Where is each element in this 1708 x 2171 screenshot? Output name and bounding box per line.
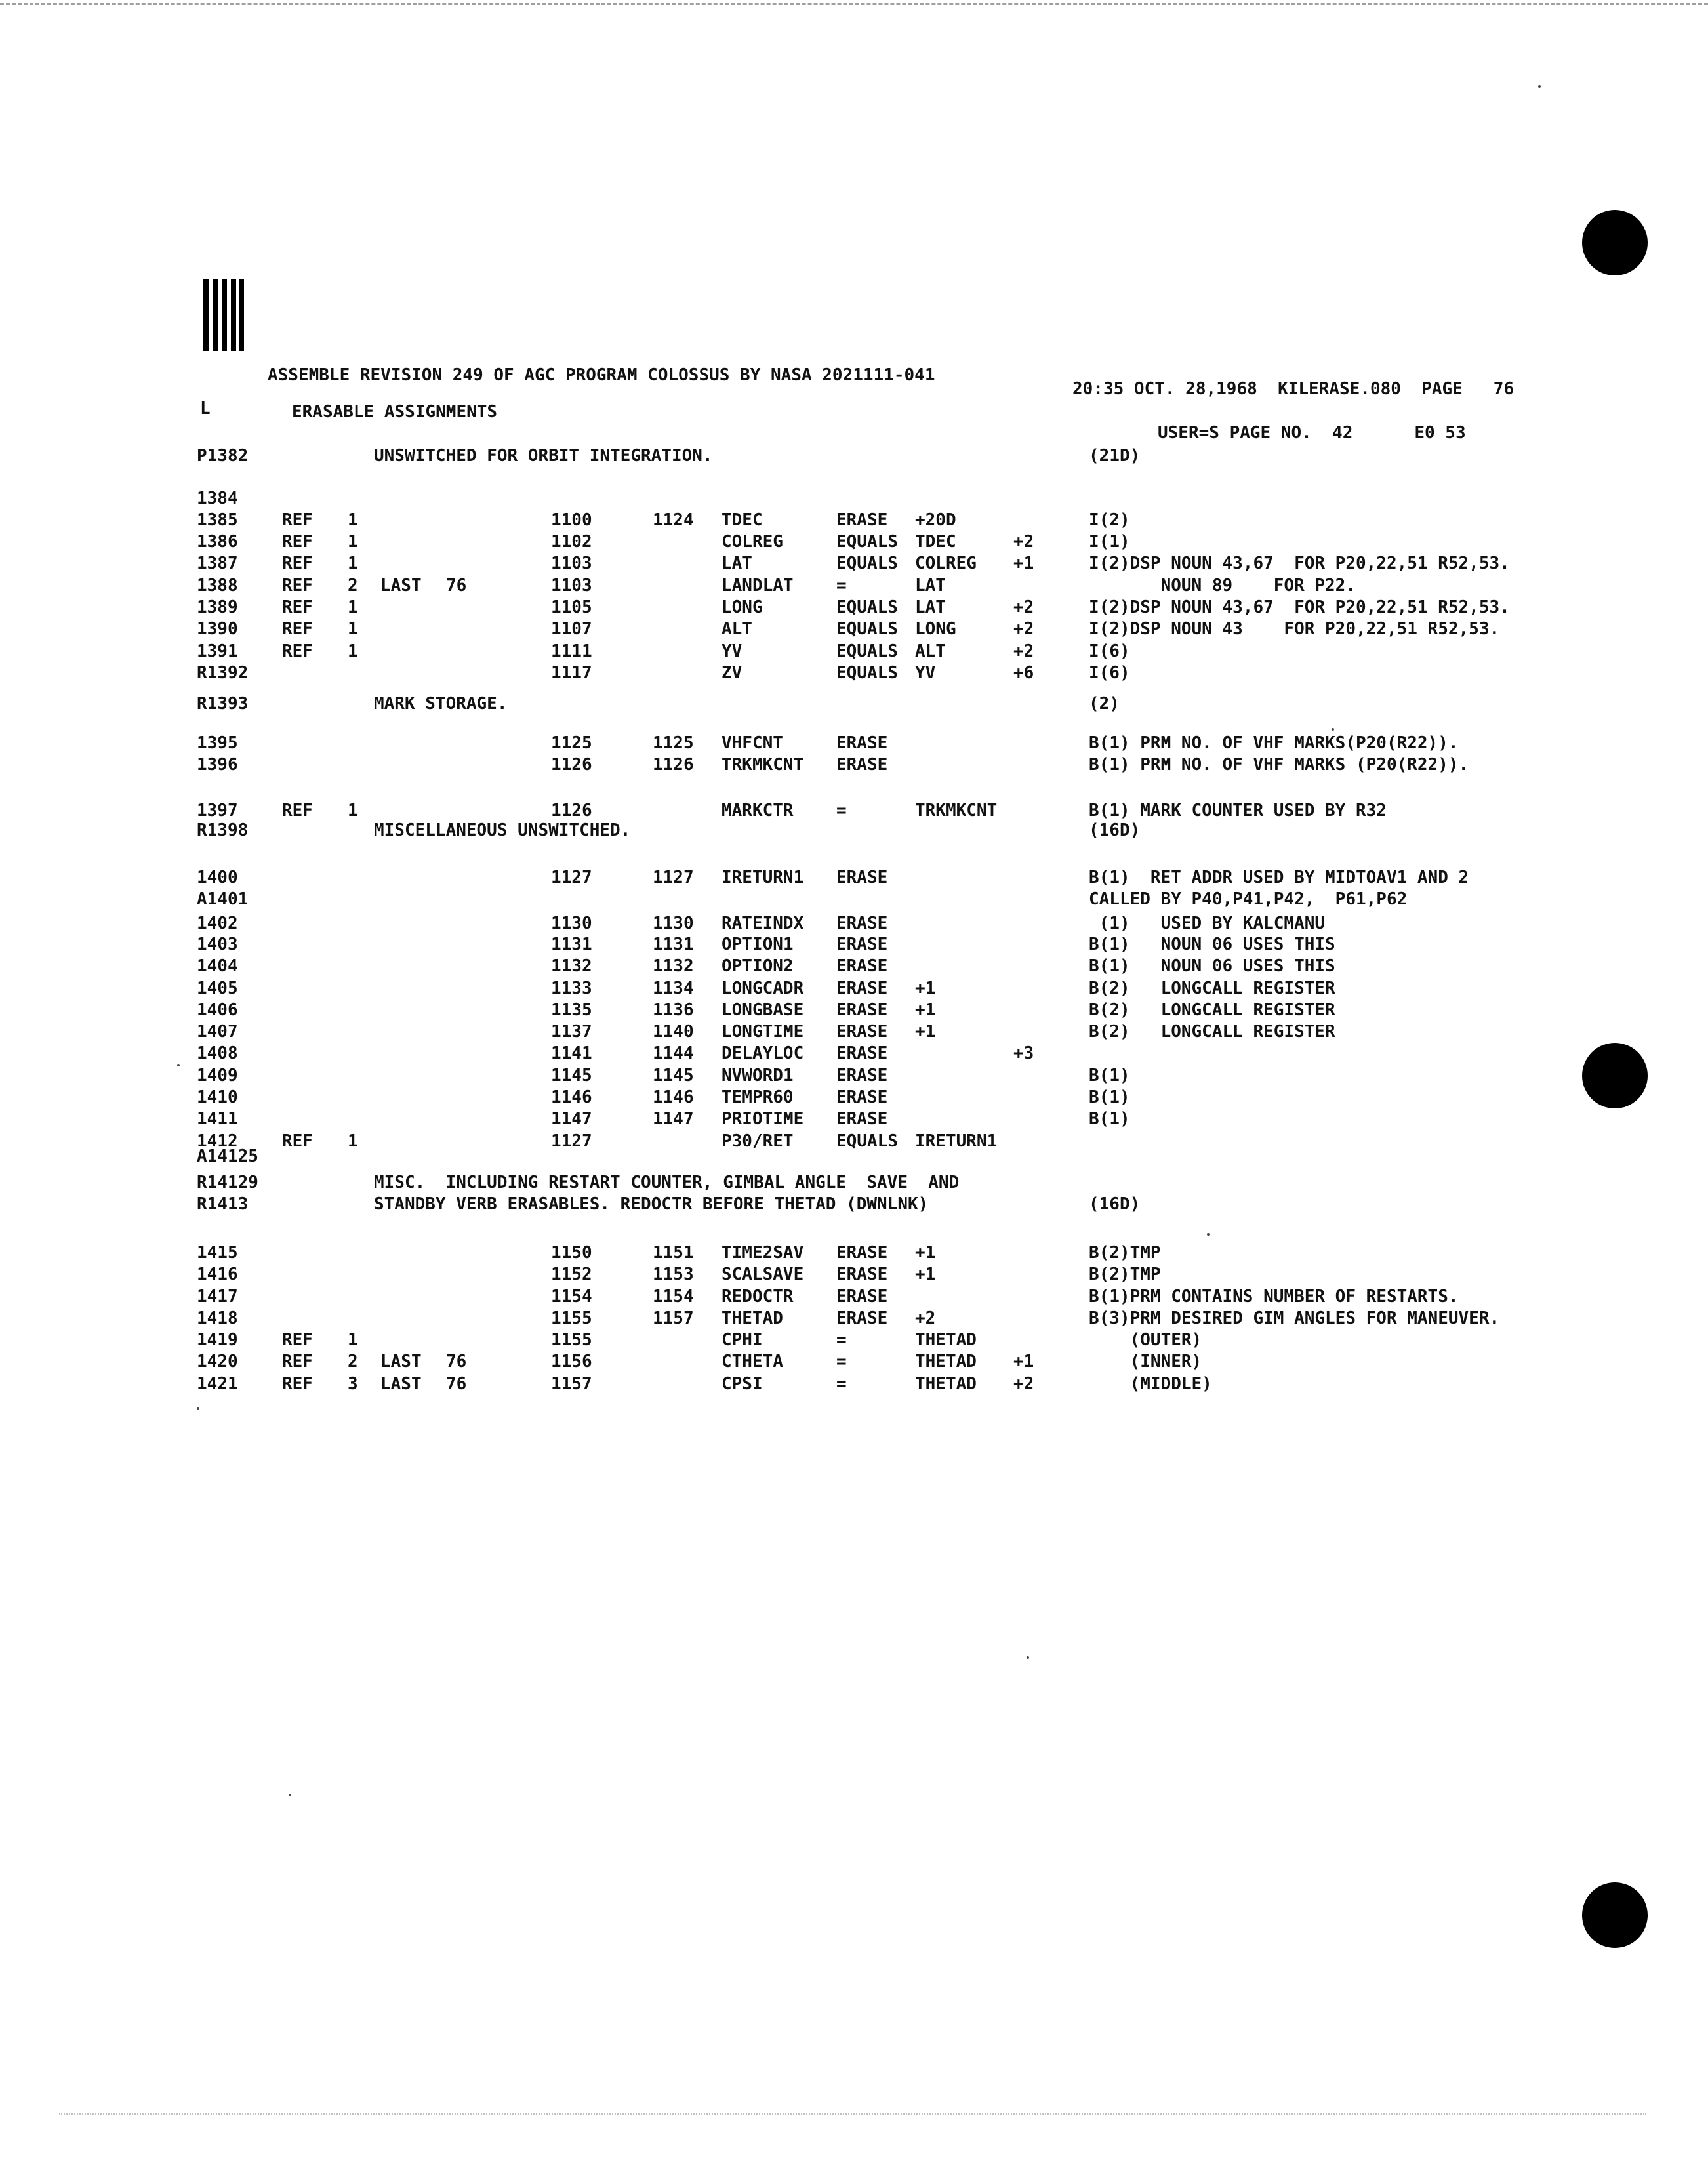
listing-row — [0, 914, 1708, 936]
row-seq: 1407 — [197, 1022, 238, 1042]
row-rep: REF — [282, 1374, 313, 1394]
listing-row — [0, 619, 1708, 641]
row-last: LAST — [380, 1374, 422, 1394]
row-seq: 1391 — [197, 641, 238, 661]
row-seq: 1396 — [197, 755, 238, 775]
row-sym: SCALSAVE — [722, 1265, 804, 1284]
row-op: EQUALS — [836, 641, 898, 661]
row-rep: REF — [282, 1131, 313, 1151]
row-seq: 1400 — [197, 868, 238, 887]
row-lpage: 76 — [446, 576, 467, 596]
row-mod: +2 — [1013, 1374, 1034, 1394]
row-cmt: (16D) — [1089, 821, 1141, 840]
row-op: ERASE — [836, 733, 888, 753]
row-opd: +2 — [915, 1309, 936, 1328]
row-mod: +6 — [1013, 663, 1034, 683]
row-opd: THETAD — [915, 1330, 977, 1350]
listing-row — [0, 1374, 1708, 1396]
listing-row — [0, 821, 1708, 843]
row-op: ERASE — [836, 1000, 888, 1020]
row-cmt: B(1) — [1089, 1109, 1130, 1129]
row-cmt: B(1) PRM NO. OF VHF MARKS (P20(R22)). — [1089, 755, 1469, 775]
row-cmt: B(3)PRM DESIRED GIM ANGLES FOR MANEUVER. — [1089, 1309, 1500, 1328]
row-seq: 1421 — [197, 1374, 238, 1394]
row-mod: +2 — [1013, 641, 1034, 661]
listing-row — [0, 576, 1708, 598]
row-addr2: 1144 — [653, 1044, 694, 1063]
row-opd: ALT — [915, 641, 946, 661]
row-op: ERASE — [836, 1287, 888, 1307]
section-heading: MISCELLANEOUS UNSWITCHED. — [374, 821, 631, 840]
assembly-title: ASSEMBLE REVISION 249 OF AGC PROGRAM COLOSSUS BY NASA 2021111-041 — [268, 365, 935, 385]
row-cmt: CALLED BY P40,P41,P42, P61,P62 — [1089, 889, 1408, 909]
row-cmt: B(1) RET ADDR USED BY MIDTOAV1 AND 2 — [1089, 868, 1469, 887]
row-seq: R1392 — [197, 663, 249, 683]
row-cnt: 1 — [348, 641, 358, 661]
row-op: ERASE — [836, 979, 888, 998]
header-bar-mark — [203, 279, 244, 351]
row-sym: LONG — [722, 598, 763, 617]
row-seq: 1416 — [197, 1265, 238, 1284]
row-opd: THETAD — [915, 1374, 977, 1394]
speck — [1332, 728, 1334, 731]
row-sym: TEMPR60 — [722, 1087, 794, 1107]
row-mod: +3 — [1013, 1044, 1034, 1063]
row-op: ERASE — [836, 755, 888, 775]
row-sym: REDOCTR — [722, 1287, 794, 1307]
row-addr: 1132 — [551, 956, 592, 976]
row-addr: 1103 — [551, 576, 592, 596]
row-seq: 1409 — [197, 1066, 238, 1086]
row-sym: IRETURN1 — [722, 868, 804, 887]
row-addr: 1154 — [551, 1287, 592, 1307]
row-opd: YV — [915, 663, 936, 683]
row-seq: 1411 — [197, 1109, 238, 1129]
listing-row — [0, 1087, 1708, 1110]
row-cnt: 1 — [348, 1131, 358, 1151]
row-sym: LAT — [722, 554, 752, 573]
row-opd: THETAD — [915, 1352, 977, 1371]
row-addr: 1102 — [551, 532, 592, 552]
row-last: LAST — [380, 576, 422, 596]
row-cmt: I(6) — [1089, 641, 1130, 661]
row-lpage: 76 — [446, 1352, 467, 1371]
row-sym: P30/RET — [722, 1131, 794, 1151]
row-opd: +1 — [915, 1243, 936, 1263]
listing-row — [0, 1173, 1708, 1195]
row-op: = — [836, 576, 847, 596]
row-addr: 1137 — [551, 1022, 592, 1042]
speck — [289, 1794, 291, 1796]
row-seq: 1419 — [197, 1330, 238, 1350]
row-seq: 1390 — [197, 619, 238, 639]
row-rep: REF — [282, 1330, 313, 1350]
row-opd: TDEC — [915, 532, 956, 552]
row-op: EQUALS — [836, 663, 898, 683]
row-addr: 1103 — [551, 554, 592, 573]
row-seq: R1413 — [197, 1194, 249, 1214]
row-rep: REF — [282, 554, 313, 573]
row-seq: 1418 — [197, 1309, 238, 1328]
row-op: = — [836, 1330, 847, 1350]
user-page-number: USER=S PAGE NO. 42 E0 53 — [1158, 423, 1466, 443]
row-addr: 1127 — [551, 868, 592, 887]
row-rep: REF — [282, 510, 313, 530]
row-seq: 1387 — [197, 554, 238, 573]
row-addr: 1155 — [551, 1309, 592, 1328]
row-lpage: 76 — [446, 1374, 467, 1394]
row-cnt: 3 — [348, 1374, 358, 1394]
row-cmt: B(2)TMP — [1089, 1243, 1161, 1263]
listing-row — [0, 1044, 1708, 1066]
row-seq: A1401 — [197, 889, 249, 909]
row-seq: 1408 — [197, 1044, 238, 1063]
row-seq: 1395 — [197, 733, 238, 753]
row-sym: LONGTIME — [722, 1022, 804, 1042]
row-seq: 1410 — [197, 1087, 238, 1107]
listing-row — [0, 1194, 1708, 1217]
row-addr2: 1130 — [653, 914, 694, 933]
listing-row — [0, 1146, 1708, 1169]
row-cmt: B(1) MARK COUNTER USED BY R32 — [1089, 801, 1387, 821]
row-cmt: B(2) LONGCALL REGISTER — [1089, 1000, 1335, 1020]
row-cmt: I(1) — [1089, 532, 1130, 552]
row-opd: LAT — [915, 598, 946, 617]
listing-row — [0, 1022, 1708, 1044]
row-op: = — [836, 801, 847, 821]
row-sym: RATEINDX — [722, 914, 804, 933]
row-mod: +2 — [1013, 619, 1034, 639]
row-cnt: 1 — [348, 510, 358, 530]
row-sym: TDEC — [722, 510, 763, 530]
row-cnt: 2 — [348, 576, 358, 596]
row-cmt: B(2)TMP — [1089, 1265, 1161, 1284]
section-heading: UNSWITCHED FOR ORBIT INTEGRATION. — [374, 446, 713, 466]
listing-row — [0, 694, 1708, 716]
row-cmt: B(1) PRM NO. OF VHF MARKS(P20(R22)). — [1089, 733, 1459, 753]
row-addr: 1150 — [551, 1243, 592, 1263]
row-seq: 1389 — [197, 598, 238, 617]
row-seq: 1384 — [197, 489, 238, 508]
listing-row — [0, 755, 1708, 777]
row-op: EQUALS — [836, 532, 898, 552]
row-addr: 1152 — [551, 1265, 592, 1284]
listing-row — [0, 532, 1708, 554]
row-last: LAST — [380, 1352, 422, 1371]
row-rep: REF — [282, 641, 313, 661]
listing-row — [0, 510, 1708, 533]
row-seq: 1397 — [197, 801, 238, 821]
row-cmt: B(2) LONGCALL REGISTER — [1089, 979, 1335, 998]
row-addr: 1146 — [551, 1087, 592, 1107]
row-cmt: I(6) — [1089, 663, 1130, 683]
speck — [1207, 1233, 1210, 1236]
row-op: = — [836, 1374, 847, 1394]
row-addr2: 1131 — [653, 935, 694, 954]
row-seq: 1388 — [197, 576, 238, 596]
row-addr2: 1146 — [653, 1087, 694, 1107]
row-cmt: I(2)DSP NOUN 43,67 FOR P20,22,51 R52,53. — [1089, 598, 1510, 617]
row-opd: +1 — [915, 979, 936, 998]
section-title: ERASABLE ASSIGNMENTS — [292, 402, 498, 422]
row-op: = — [836, 1352, 847, 1371]
listing-row — [0, 1066, 1708, 1088]
row-op: EQUALS — [836, 619, 898, 639]
row-rep: REF — [282, 619, 313, 639]
row-cmt: NOUN 89 FOR P22. — [1089, 576, 1356, 596]
speck — [1027, 1656, 1029, 1659]
row-seq: R14129 — [197, 1173, 258, 1192]
row-addr2: 1140 — [653, 1022, 694, 1042]
row-sym: COLREG — [722, 532, 783, 552]
row-cnt: 1 — [348, 554, 358, 573]
row-sym: TIME2SAV — [722, 1243, 804, 1263]
row-op: ERASE — [836, 914, 888, 933]
row-cnt: 1 — [348, 619, 358, 639]
row-addr: 1155 — [551, 1330, 592, 1350]
row-cnt: 1 — [348, 1330, 358, 1350]
row-addr: 1117 — [551, 663, 592, 683]
row-addr: 1145 — [551, 1066, 592, 1086]
row-sym: PRIOTIME — [722, 1109, 804, 1129]
row-opd: +1 — [915, 1022, 936, 1042]
row-op: ERASE — [836, 1087, 888, 1107]
row-op: ERASE — [836, 1109, 888, 1129]
row-op: ERASE — [836, 510, 888, 530]
row-rep: REF — [282, 576, 313, 596]
row-addr: 1125 — [551, 733, 592, 753]
row-sym: VHFCNT — [722, 733, 783, 753]
listing-row — [0, 489, 1708, 511]
row-mod: +1 — [1013, 1352, 1034, 1371]
row-addr: 1156 — [551, 1352, 592, 1371]
row-seq: P1382 — [197, 446, 249, 466]
row-sym: DELAYLOC — [722, 1044, 804, 1063]
listing-row — [0, 554, 1708, 576]
listing-row — [0, 979, 1708, 1001]
row-addr2: 1126 — [653, 755, 694, 775]
row-cmt: (16D) — [1089, 1194, 1141, 1214]
row-rep: REF — [282, 598, 313, 617]
row-cmt: (INNER) — [1089, 1352, 1202, 1371]
row-addr2: 1125 — [653, 733, 694, 753]
row-addr2: 1145 — [653, 1066, 694, 1086]
row-cmt: I(2)DSP NOUN 43,67 FOR P20,22,51 R52,53. — [1089, 554, 1510, 573]
row-addr: 1141 — [551, 1044, 592, 1063]
row-op: ERASE — [836, 1066, 888, 1086]
row-op: ERASE — [836, 1265, 888, 1284]
speck — [177, 1064, 180, 1066]
row-seq: R1393 — [197, 694, 249, 714]
row-opd: +1 — [915, 1265, 936, 1284]
row-op: ERASE — [836, 868, 888, 887]
row-seq: 1420 — [197, 1352, 238, 1371]
row-addr2: 1124 — [653, 510, 694, 530]
listing-row — [0, 733, 1708, 756]
row-cmt: B(2) LONGCALL REGISTER — [1089, 1022, 1335, 1042]
row-op: ERASE — [836, 956, 888, 976]
row-sym: OPTION2 — [722, 956, 794, 976]
row-op: EQUALS — [836, 1131, 898, 1151]
listing-row — [0, 641, 1708, 664]
row-cmt: (MIDDLE) — [1089, 1374, 1212, 1394]
listing-row — [0, 956, 1708, 979]
row-op: EQUALS — [836, 554, 898, 573]
row-addr: 1131 — [551, 935, 592, 954]
row-seq: 1406 — [197, 1000, 238, 1020]
row-opd: LONG — [915, 619, 956, 639]
row-seq: 1405 — [197, 979, 238, 998]
row-addr: 1135 — [551, 1000, 592, 1020]
row-cmt: (1) USED BY KALCMANU — [1089, 914, 1326, 933]
row-seq: 1415 — [197, 1243, 238, 1263]
listing-row — [0, 868, 1708, 890]
listing-row — [0, 889, 1708, 912]
row-cmt: B(1) NOUN 06 USES THIS — [1089, 956, 1335, 976]
row-sym: TRKMKCNT — [722, 755, 804, 775]
row-cnt: 1 — [348, 801, 358, 821]
row-seq: R1398 — [197, 821, 249, 840]
row-sym: CPHI — [722, 1330, 763, 1350]
row-addr2: 1154 — [653, 1287, 694, 1307]
row-mod: +1 — [1013, 554, 1034, 573]
row-addr: 1105 — [551, 598, 592, 617]
row-seq: 1404 — [197, 956, 238, 976]
punch-hole-top — [1582, 210, 1648, 275]
row-cnt: 1 — [348, 532, 358, 552]
row-opd: +1 — [915, 1000, 936, 1020]
row-mod: +2 — [1013, 532, 1034, 552]
row-rep: REF — [282, 532, 313, 552]
row-addr2: 1127 — [653, 868, 694, 887]
row-addr: 1127 — [551, 1131, 592, 1151]
listing-row — [0, 1265, 1708, 1287]
row-sym: YV — [722, 641, 742, 661]
row-addr: 1126 — [551, 755, 592, 775]
listing-row — [0, 598, 1708, 620]
row-op: ERASE — [836, 935, 888, 954]
listing-row — [0, 1309, 1708, 1331]
row-op: EQUALS — [836, 598, 898, 617]
row-cnt: 2 — [348, 1352, 358, 1371]
row-cmt: (21D) — [1089, 446, 1141, 466]
row-sym: OPTION1 — [722, 935, 794, 954]
row-addr: 1107 — [551, 619, 592, 639]
row-op: ERASE — [836, 1309, 888, 1328]
row-cmt: (OUTER) — [1089, 1330, 1202, 1350]
row-seq: 1403 — [197, 935, 238, 954]
listing-row — [0, 663, 1708, 685]
row-sym: CTHETA — [722, 1352, 783, 1371]
row-seq: 1402 — [197, 914, 238, 933]
row-addr2: 1157 — [653, 1309, 694, 1328]
row-opd: COLREG — [915, 554, 977, 573]
row-addr: 1157 — [551, 1374, 592, 1394]
listing-row — [0, 1287, 1708, 1309]
row-addr2: 1136 — [653, 1000, 694, 1020]
row-addr: 1133 — [551, 979, 592, 998]
listing-row — [0, 1000, 1708, 1023]
row-seq: 1417 — [197, 1287, 238, 1307]
row-addr2: 1132 — [653, 956, 694, 976]
left-code: L — [200, 399, 211, 418]
row-op: ERASE — [836, 1243, 888, 1263]
listing-row — [0, 1352, 1708, 1374]
row-sym: MARKCTR — [722, 801, 794, 821]
row-addr2: 1134 — [653, 979, 694, 998]
row-cmt: B(1)PRM CONTAINS NUMBER OF RESTARTS. — [1089, 1287, 1459, 1307]
print-timestamp: 20:35 OCT. 28,1968 KILERASE.080 PAGE 76 — [1072, 379, 1515, 399]
row-cmt: (2) — [1089, 694, 1120, 714]
row-op: ERASE — [836, 1044, 888, 1063]
row-sym: LONGCADR — [722, 979, 804, 998]
row-sym: CPSI — [722, 1374, 763, 1394]
page-bottom-edge — [59, 2113, 1646, 2117]
row-sym: NVWORD1 — [722, 1066, 794, 1086]
section-heading: MARK STORAGE. — [374, 694, 508, 714]
row-cmt: B(1) — [1089, 1087, 1130, 1107]
row-seq: 1412 — [197, 1131, 238, 1151]
row-sym: LANDLAT — [722, 576, 794, 596]
section-heading: STANDBY VERB ERASABLES. REDOCTR BEFORE THETAD (DWNLNK) — [374, 1194, 929, 1214]
row-addr: 1147 — [551, 1109, 592, 1129]
row-seq: 1385 — [197, 510, 238, 530]
punch-hole-bottom — [1582, 1882, 1648, 1948]
row-seq: A14125 — [197, 1146, 258, 1166]
row-cnt: 1 — [348, 598, 358, 617]
row-sym: THETAD — [722, 1309, 783, 1328]
row-addr: 1130 — [551, 914, 592, 933]
row-op: ERASE — [836, 1022, 888, 1042]
row-sym: ZV — [722, 663, 742, 683]
row-mod: +2 — [1013, 598, 1034, 617]
row-opd: LAT — [915, 576, 946, 596]
row-addr: 1100 — [551, 510, 592, 530]
section-heading: MISC. INCLUDING RESTART COUNTER, GIMBAL ANGLE SAVE AND — [374, 1173, 960, 1192]
listing-row — [0, 1109, 1708, 1131]
row-sym: LONGBASE — [722, 1000, 804, 1020]
listing-row — [0, 1330, 1708, 1352]
row-cmt: I(2)DSP NOUN 43 FOR P20,22,51 R52,53. — [1089, 619, 1500, 639]
row-opd: TRKMKCNT — [915, 801, 998, 821]
listing-row — [0, 801, 1708, 823]
row-addr2: 1153 — [653, 1265, 694, 1284]
row-cmt: I(2) — [1089, 510, 1130, 530]
row-cmt: B(1) — [1089, 1066, 1130, 1086]
row-opd: +20D — [915, 510, 956, 530]
listing-row — [0, 446, 1708, 468]
row-sym: ALT — [722, 619, 752, 639]
row-rep: REF — [282, 1352, 313, 1371]
row-addr2: 1147 — [653, 1109, 694, 1129]
row-seq: 1386 — [197, 532, 238, 552]
page-top-edge — [0, 3, 1708, 7]
row-rep: REF — [282, 801, 313, 821]
row-cmt: B(1) NOUN 06 USES THIS — [1089, 935, 1335, 954]
row-addr2: 1151 — [653, 1243, 694, 1263]
row-addr: 1111 — [551, 641, 592, 661]
listing-row — [0, 1243, 1708, 1265]
speck — [1538, 85, 1541, 88]
speck — [197, 1407, 199, 1410]
row-addr: 1126 — [551, 801, 592, 821]
row-opd: IRETURN1 — [915, 1131, 998, 1151]
listing-row — [0, 935, 1708, 957]
